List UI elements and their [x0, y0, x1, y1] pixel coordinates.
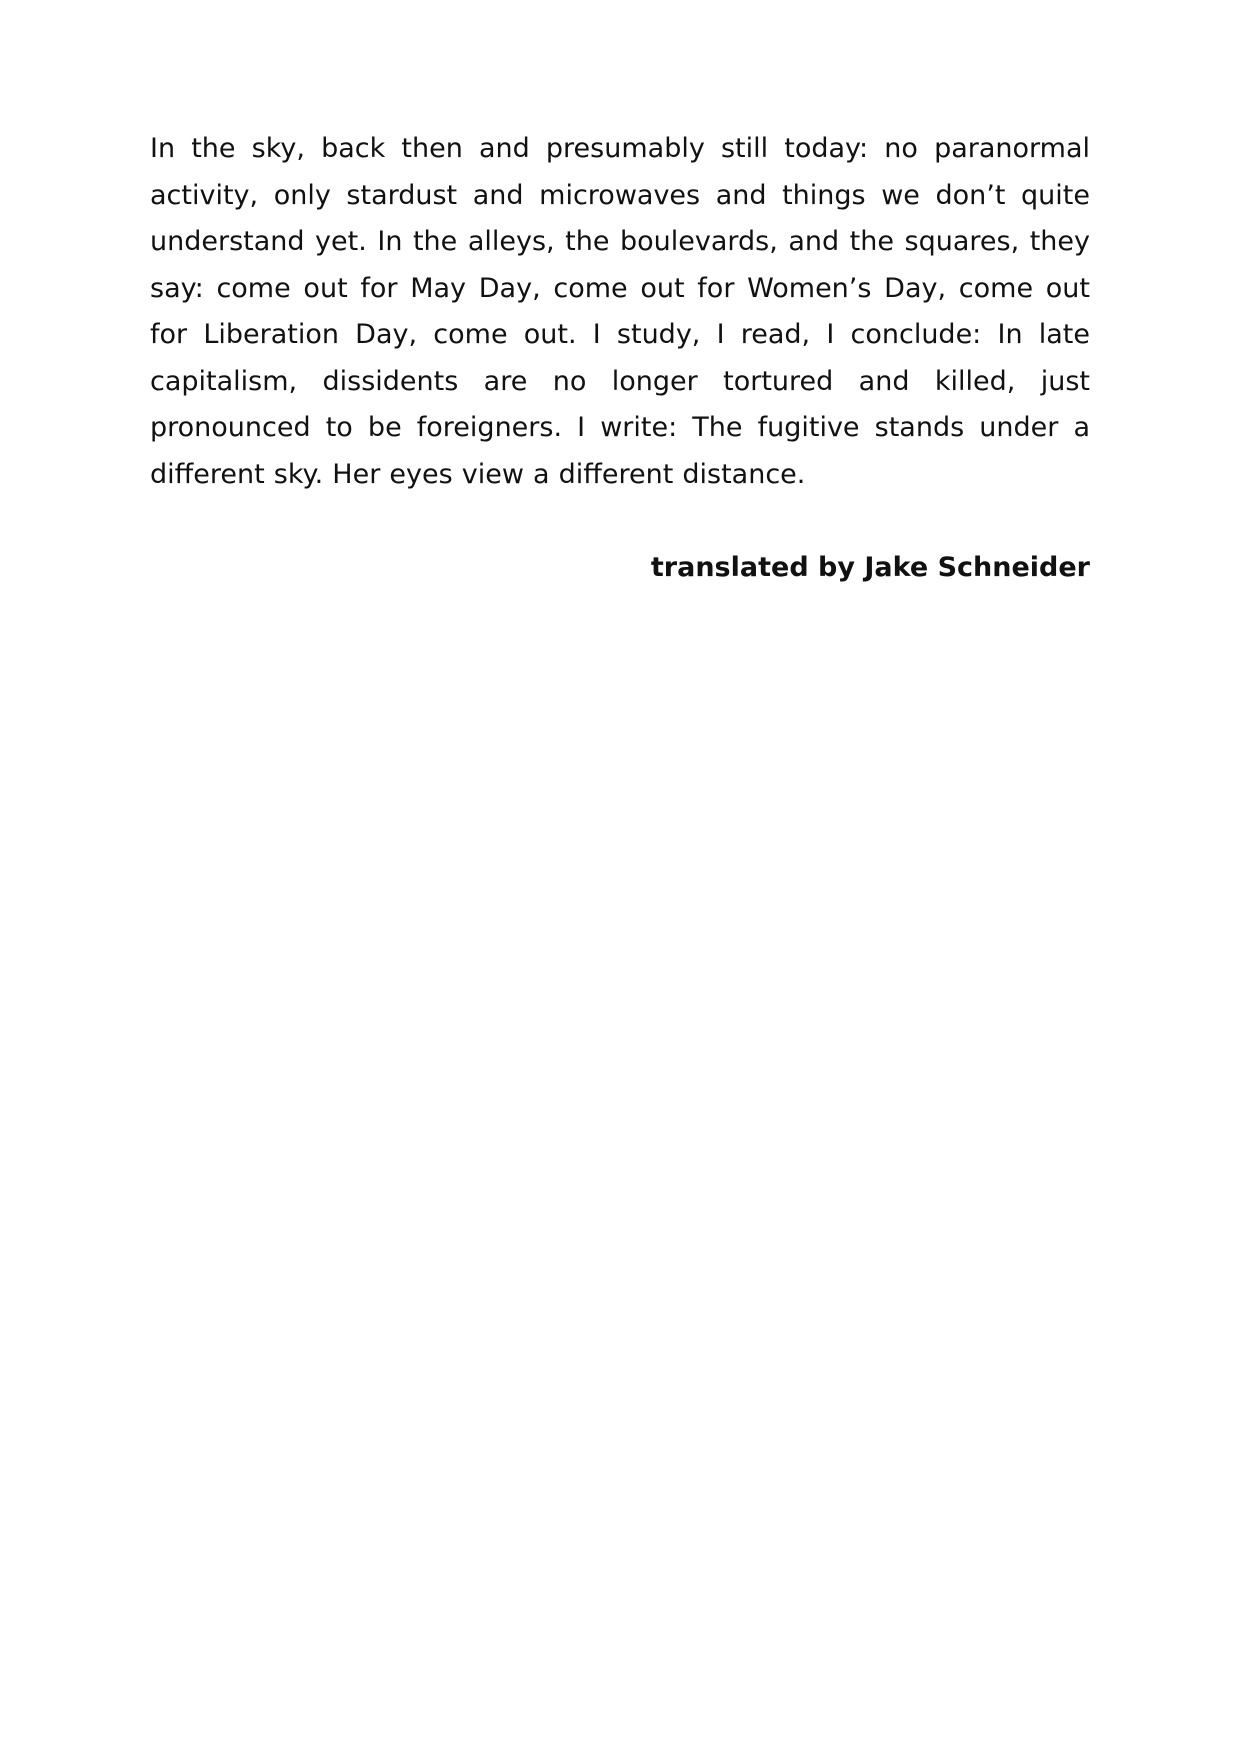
body-paragraph: In the sky, back then and presumably still today: no paranormal activity, only stardust and microwaves and things we don’t quite understand yet. In the alleys, the boulevards, and the squares, they say: come out for May Day, come out for Women’s Day, come out for Liberation Day, come out. I study, I read, I conclude: In late capitalism, dissidents are no longer tortured and killed, just pronounced to be foreigners. I write: The fugitive stands under a different sky. Her eyes view a different distance.	[150, 133, 1090, 490]
text-block	[150, 126, 1090, 592]
translator-credit: translated by Jake Schneider	[650, 552, 1090, 583]
